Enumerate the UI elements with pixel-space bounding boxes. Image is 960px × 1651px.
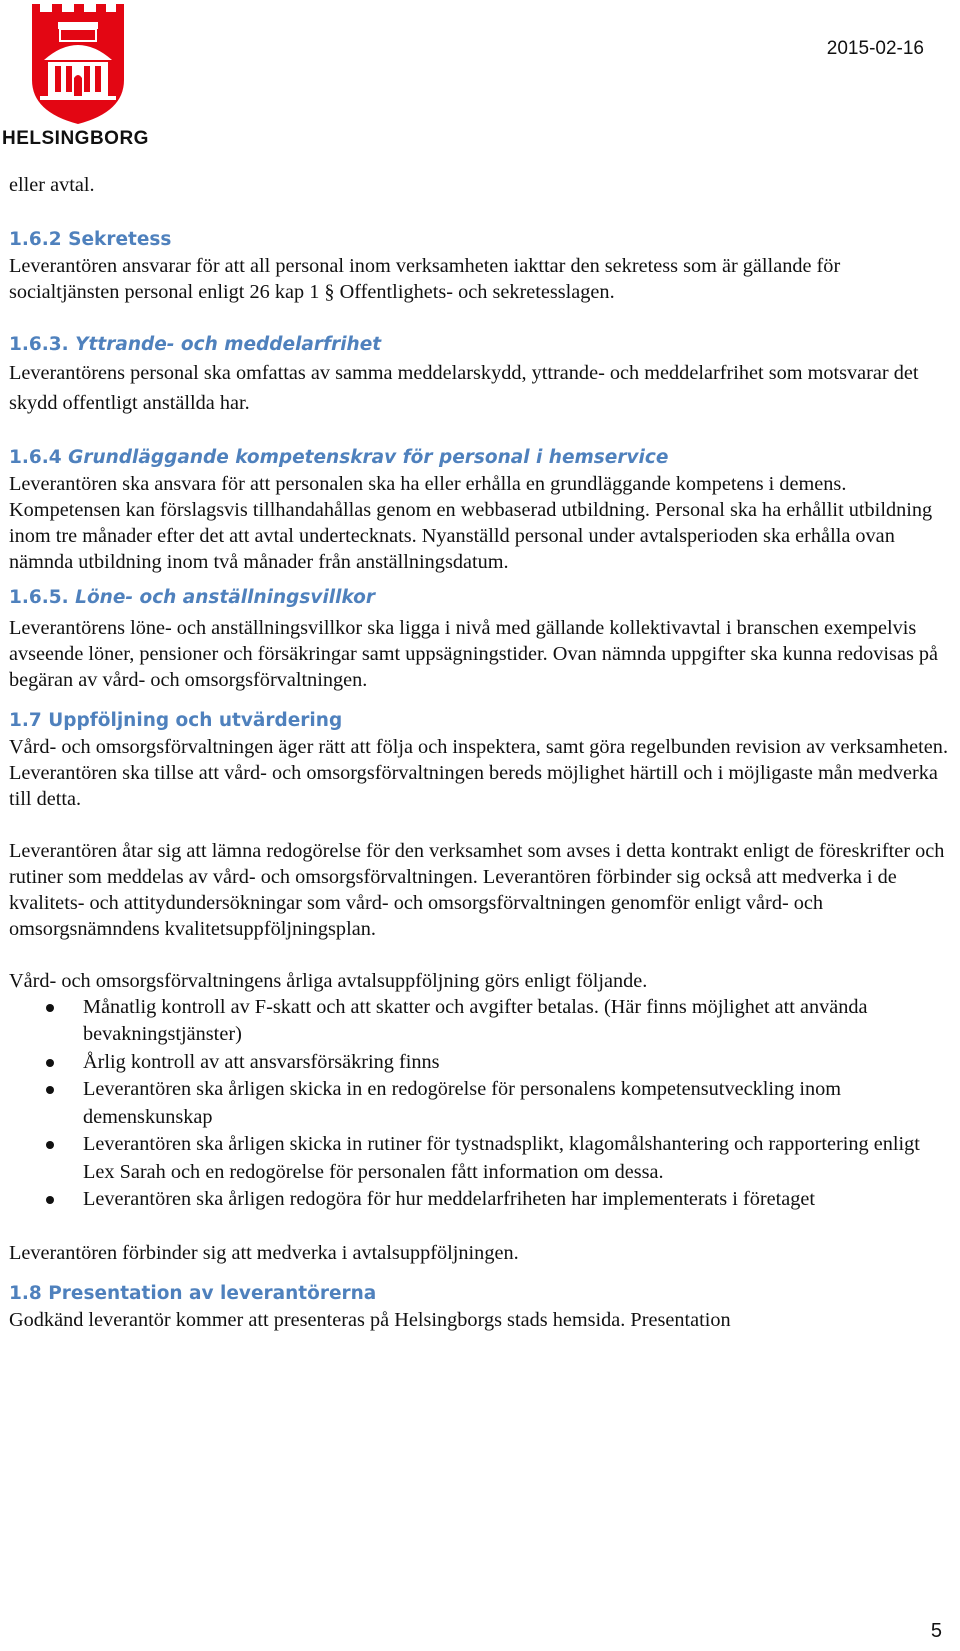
section-body-1-8: Godkänd leverantör kommer att presenteras på Helsingborgs stads hemsida. Presentation <box>9 1308 731 1331</box>
list-item: Leverantören ska årligen skicka in rutiner för tystnadsplikt, klagomålshantering och rapportering enligt Lex Sarah och en redogörelse för personalen fått information om dessa. <box>9 1131 949 1186</box>
page-number: 5 <box>930 1620 942 1642</box>
section-heading-1-6-5: 1.6.5. Löne- och anställningsvillkor <box>9 586 375 608</box>
list-item: Leverantören ska årligen skicka in en redogörelse för personalens kompetensutveckling inom demenskunskap <box>9 1076 949 1131</box>
document-body <box>9 172 949 1333</box>
section-heading-1-6-2: 1.6.2 Sekretess <box>9 228 172 250</box>
section-body-1-7-paragraph-1: Vård- och omsorgsförvaltningen äger rätt att följa och inspektera, samt göra regelbunden revision av verksamheten. Leverantören ska tillse att vård- och omsorgsförvaltningen bereds möjlighet härtill och i möjligaste mån medverka till detta. <box>9 735 949 810</box>
section-body-1-6-2: Leverantören ansvarar för att all personal inom verksamheten iakttar den sekretess som är gällande för socialtjänsten personal enligt 26 kap 1 § Offentlighets- och sekretesslagen. <box>9 254 841 303</box>
list-item: Månatlig kontroll av F-skatt och att skatter och avgifter betalas. (Här finns möjlighet att använda bevakningstjänster) <box>9 994 949 1049</box>
section-heading-1-7: 1.7 Uppföljning och utvärdering <box>9 709 343 731</box>
list-item: Årlig kontroll av att ansvarsförsäkring finns <box>9 1049 949 1077</box>
logo-wordmark: HELSINGBORG <box>2 128 149 149</box>
document-date: 2015-02-16 <box>826 38 924 59</box>
section-body-1-6-4: Leverantören ska ansvara för att personalen ska ha eller erhålla en grundläggande kompetens i demens. Kompetensen kan förslagsvis tillhandahållas genom en webbaserad utbildning. Personal ska ha erhållit utbildning inom tre månader efter det att avtal undertecknats. Nyanställd personal under avtalsperioden ska erhålla ovan nämnda utbildning inom två månader från anställningsdatum. <box>9 472 933 573</box>
section-body-1-6-5: Leverantörens löne- och anställningsvillkor ska ligga i nivå med gällande kollektivavtal i branschen exempelvis avseende löner, pensioner och försäkringar samt uppsägningstider. Ovan nämnda uppgifter ska kunna redovisas på begäran av vård- och omsorgsförvaltningen. <box>9 616 939 691</box>
follow-up-list <box>9 994 949 1214</box>
section-body-1-7-paragraph-2: Leverantören åtar sig att lämna redogörelse för den verksamhet som avses i detta kontrakt enligt de föreskrifter och rutiner som meddelas av vård- och omsorgsförvaltningen. Leverantören förbinder sig också att medverka i de kvalitets- och attitydundersökningar som vård- och omsorgsförvaltningen genomför enligt vård- och omsorgsnämndens kvalitetsuppföljningsplan. <box>9 839 945 940</box>
section-body-1-7-paragraph-4: Leverantören förbinder sig att medverka i avtalsuppföljningen. <box>9 1241 519 1264</box>
helsingborg-logo <box>0 0 148 150</box>
section-heading-1-6-3: 1.6.3. Yttrande- och meddelarfrihet <box>9 333 382 355</box>
section-body-1-6-3: Leverantörens personal ska omfattas av samma meddelarskydd, yttrande- och meddelarfrihet som motsvarar det skydd offentligt anställda har. <box>9 361 919 414</box>
section-heading-1-8: 1.8 Presentation av leverantörerna <box>9 1282 377 1304</box>
continuation-text: eller avtal. <box>9 174 95 196</box>
list-item: Leverantören ska årligen redogöra för hur meddelarfriheten har implementerats i företaget <box>9 1186 949 1214</box>
coat-of-arms-icon <box>0 0 148 130</box>
section-body-1-7-paragraph-3: Vård- och omsorgsförvaltningens årliga avtalsuppföljning görs enligt följande. <box>9 969 648 992</box>
section-heading-1-6-4: 1.6.4 Grundläggande kompetenskrav för personal i hemservice <box>9 446 669 468</box>
